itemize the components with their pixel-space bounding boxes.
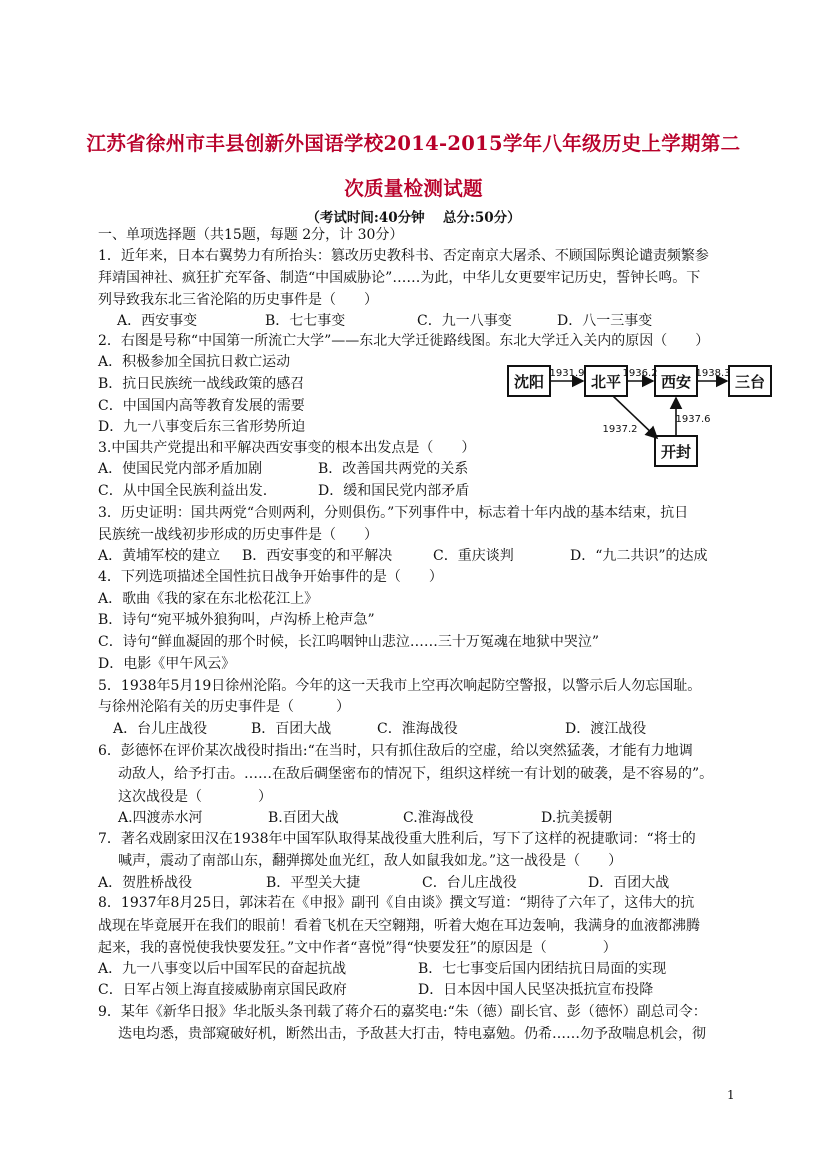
migration-route-map bbox=[505, 358, 775, 470]
question-4-option-a: A．歌曲《我的家在东北松花江上》 bbox=[98, 591, 319, 607]
question-3-option-d: D．缓和国民党内部矛盾 bbox=[318, 483, 470, 499]
question-2-option-c: C．中国国内高等教育发展的需要 bbox=[98, 398, 305, 414]
question-1-line-3: 列导致我东北三省沦陷的历史事件是（ ） bbox=[98, 292, 378, 308]
question-2-stem: 2．右图是号称“中国第一所流亡大学”——东北大学迁徙路线图。东北大学迁入关内的原因（ ） bbox=[98, 333, 710, 349]
route-date-1938-3: 1938.3 bbox=[695, 368, 731, 379]
question-1-option-a: A．西安事变 bbox=[117, 313, 198, 329]
question-6-line-1: 6．彭德怀在评价某次战役时指出:“在当时，只有抓住敌后的空虚，给以突然猛袭，才能有力地调 bbox=[98, 743, 693, 759]
question-7-option-a: A．贺胜桥战役 bbox=[98, 875, 193, 891]
question-6-line-3: 这次战役是（ ） bbox=[118, 789, 272, 805]
question-8-option-d: D．日本因中国人民坚决抵抗宣布投降 bbox=[418, 982, 654, 998]
question-3b-option-b: B．西安事变的和平解决 bbox=[242, 548, 393, 564]
question-8-option-b: B．七七事变后国内团结抗日局面的实现 bbox=[418, 961, 667, 977]
city-label-xian: 西安 bbox=[660, 373, 692, 391]
question-1-option-b: B．七七事变 bbox=[265, 313, 346, 329]
question-6-option-b: B.百团大战 bbox=[268, 810, 339, 826]
question-3b-line-1: 3．历史证明：国共两党“合则两利，分则俱伤。”下列事件中，标志着十年内战的基本结束，抗日 bbox=[98, 505, 689, 521]
question-3-option-b: B．改善国共两党的关系 bbox=[318, 461, 469, 477]
question-3b-option-d: D．“九二共识”的达成 bbox=[570, 548, 708, 564]
question-5-line-1: 5．1938年5月19日徐州沦陷。今年的这一天我市上空再次响起防空警报，以警示后人勿忘国耻。 bbox=[98, 678, 702, 694]
question-7-option-d: D．百团大战 bbox=[588, 875, 670, 891]
question-3b-line-2: 民族统一战线初步形成的历史事件是（ ） bbox=[98, 527, 378, 543]
question-9-line-1: 9．某年《新华日报》华北版头条刊载了蒋介石的嘉奖电:“朱（德）副长官、彭（德怀）副总司令： bbox=[98, 1004, 707, 1020]
question-5-option-c: C．淮海战役 bbox=[377, 721, 458, 737]
question-8-option-c: C．日军占领上海直接威胁南京国民政府 bbox=[98, 982, 347, 998]
question-2-option-a: A．积极参加全国抗日救亡运动 bbox=[98, 354, 291, 370]
question-4-stem: 4．下列选项描述全国性抗日战争开始事件的是（ ） bbox=[98, 569, 443, 585]
exam-info: （考试时间:40分钟 总分:50分） bbox=[306, 210, 521, 226]
city-label-kaifeng: 开封 bbox=[660, 443, 692, 461]
question-7-line-2: 喊声，震动了南部山东，翻弹掷处血光红，敌人如鼠我如龙。”这一战役是（ ） bbox=[118, 853, 623, 869]
question-6-option-a: A.四渡赤水河 bbox=[118, 810, 203, 826]
question-4-option-d: D．电影《甲午风云》 bbox=[98, 656, 236, 672]
city-label-santai: 三台 bbox=[734, 373, 766, 391]
question-4-option-b: B．诗句“宛平城外狼狗叫，卢沟桥上枪声急” bbox=[98, 612, 375, 628]
question-8-option-a: A．九一八事变以后中国军民的奋起抗战 bbox=[98, 961, 347, 977]
question-7-option-c: C．台儿庄战役 bbox=[422, 875, 517, 891]
question-2-option-b: B．抗日民族统一战线政策的感召 bbox=[98, 376, 305, 392]
question-6-option-c: C.淮海战役 bbox=[403, 810, 474, 826]
question-8-line-3: 起来，我的喜悦使我快要发狂。”文中作者“喜悦”得“快要发狂”的原因是（ ） bbox=[98, 940, 617, 956]
question-8-line-1: 8．1937年8月25日，郭沫若在《申报》副刊《自由谈》撰文写道：“期待了六年了，这伟大的抗 bbox=[98, 895, 695, 911]
question-7-line-1: 7．著名戏剧家田汉在1938年中国军队取得某战役重大胜利后，写下了这样的祝捷歌词：“将士的 bbox=[98, 831, 696, 847]
question-2-option-d: D．九一八事变后东三省形势所迫 bbox=[98, 419, 306, 435]
city-label-beiping: 北平 bbox=[590, 373, 622, 391]
question-1-line-2: 拜靖国神社、疯狂扩充军备、制造“中国威胁论”……为此，中华儿女更要牢记历史，誓钟长鸣。下 bbox=[98, 270, 701, 286]
question-1-option-c: C．九一八事变 bbox=[417, 313, 512, 329]
question-5-option-b: B．百团大战 bbox=[251, 721, 332, 737]
question-3-option-a: A．使国民党内部矛盾加剧 bbox=[98, 461, 263, 477]
question-1-option-d: D．八一三事变 bbox=[557, 313, 653, 329]
route-date-1937-6: 1937.6 bbox=[675, 414, 711, 425]
question-1-line-1: 1．近年来，日本右翼势力有所抬头：篡改历史教科书、否定南京大屠杀、不顾国际舆论谴责频繁参 bbox=[98, 248, 709, 264]
question-3b-option-a: A．黄埔军校的建立 bbox=[98, 548, 221, 564]
question-5-option-d: D．渡江战役 bbox=[565, 721, 647, 737]
route-date-1936-2: 1936.2 bbox=[622, 368, 658, 379]
question-4-option-c: C．诗句“鲜血凝固的那个时候，长江呜咽钟山悲泣……三十万冤魂在地狱中哭泣” bbox=[98, 634, 600, 650]
route-date-1937-2: 1937.2 bbox=[602, 424, 638, 435]
page-number: 1 bbox=[727, 1088, 735, 1102]
question-7-option-b: B．平型关大捷 bbox=[266, 875, 361, 891]
question-5-line-2: 与徐州沦陷有关的历史事件是（ ） bbox=[98, 699, 350, 715]
city-label-shenyang: 沈阳 bbox=[513, 373, 545, 391]
document-title-line2: 次质量检测试题 bbox=[344, 177, 483, 200]
question-9-line-2: 迭电均悉，贵部窥破好机，断然出击，予敌甚大打击，特电嘉勉。仍希……勿予敌喘息机会，彻 bbox=[118, 1026, 706, 1042]
question-3-option-c: C．从中国全民族利益出发. bbox=[98, 483, 268, 499]
question-8-line-2: 战现在毕竟展开在我们的眼前！看着飞机在天空翱翔，听着大炮在耳边轰响，我满身的血液都沸腾 bbox=[98, 918, 700, 934]
section-heading: 一、单项选择题（共15题，每题 2分，计 30分） bbox=[98, 227, 404, 243]
route-date-1931-9: 1931.9 bbox=[549, 368, 585, 379]
question-6-line-2: 动敌人，给予打击。……在敌后碉堡密布的情况下，组织这样统一有计划的破袭，是不容易的”。 bbox=[118, 766, 714, 782]
question-6-option-d: D.抗美援朝 bbox=[541, 810, 613, 826]
question-3b-option-c: C．重庆谈判 bbox=[433, 548, 514, 564]
question-5-option-a: A．台儿庄战役 bbox=[113, 721, 208, 737]
question-3-stem: 3.中国共产党提出和平解决西安事变的根本出发点是（ ） bbox=[98, 440, 476, 456]
document-title-line1: 江苏省徐州市丰县创新外国语学校2014-2015学年八年级历史上学期第二 bbox=[86, 132, 741, 155]
